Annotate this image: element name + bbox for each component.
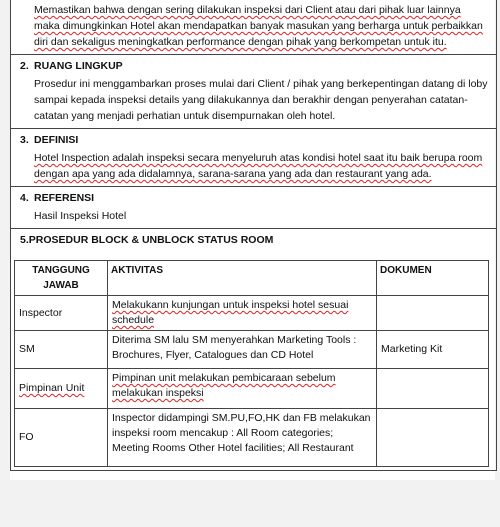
header-dokumen: DOKUMEN bbox=[377, 261, 489, 296]
header-tanggung-jawab: TANGGUNG JAWAB bbox=[15, 261, 108, 296]
section-heading bbox=[11, 55, 496, 75]
intro-section bbox=[11, 0, 496, 55]
section-title: REFERENSI bbox=[34, 192, 95, 204]
section-title: DEFINISI bbox=[34, 134, 79, 146]
section-number: 3. bbox=[20, 134, 29, 146]
section-title: PROSEDUR BLOCK & UNBLOCK STATUS ROOM bbox=[28, 234, 274, 246]
section-heading bbox=[11, 129, 496, 149]
section-heading bbox=[11, 229, 496, 260]
role-cell: SM bbox=[15, 331, 108, 369]
document-cell bbox=[377, 296, 489, 331]
section-referensi bbox=[11, 187, 496, 229]
activity-cell: Melakukann kunjungan untuk inspeksi hotel sesuai schedule bbox=[108, 296, 377, 331]
document-page bbox=[10, 0, 495, 480]
activity-cell: Pimpinan unit melakukan pembicaraan sebelum melakukan inspeksi bbox=[108, 369, 377, 409]
section-title: RUANG LINGKUP bbox=[34, 60, 123, 72]
table-row bbox=[15, 409, 489, 467]
table-row bbox=[15, 331, 489, 369]
role-cell: Inspector bbox=[15, 296, 108, 331]
page-background bbox=[0, 480, 500, 527]
role-cell: Pimpinan Unit bbox=[15, 369, 108, 409]
table-row bbox=[15, 296, 489, 331]
section-prosedur bbox=[11, 229, 496, 471]
role-cell: FO bbox=[15, 409, 108, 467]
section-body: Prosedur ini menggambarkan proses mulai dari Client / pihak yang berkepentingan datang di loby sampai kepada inspeksi details yang dilakukannya dan berakhir dengan penyerahan catatan-catatan yang menjadi perhatian untuk disempurnakan oleh hotel. bbox=[34, 78, 488, 122]
activity-cell: Diterima SM lalu SM menyerahkan Marketing Tools : Brochures, Flyer, Catalogues dan CD Hotel bbox=[108, 331, 377, 369]
table-header-row bbox=[15, 261, 489, 296]
document-cell bbox=[377, 409, 489, 467]
section-body: Hasil Inspeksi Hotel bbox=[34, 210, 127, 222]
section-number: 5. bbox=[20, 234, 29, 246]
activity-cell: Inspector didampingi SM.PU,FO,HK dan FB melakukan inspeksi room mencakup : All Room categories; Meeting Rooms Other Hotel facilities; All Restaurant bbox=[108, 409, 377, 467]
document-cell: Marketing Kit bbox=[377, 331, 489, 369]
table-row bbox=[15, 369, 489, 409]
section-number: 2. bbox=[20, 60, 29, 72]
section-heading bbox=[11, 187, 496, 207]
intro-text: Memastikan bahwa dengan sering dilakukan inspeksi dari Client atau dari pihak luar lainnya maka dimungkinkan Hotel akan mendapatkan banyak masukan yang berharga untuk perbaikkan diri dan sekaligus meningkatkan performance dengan pihak yang berkompetan untuk itu. bbox=[34, 4, 483, 48]
section-number: 4. bbox=[20, 192, 29, 204]
procedure-table bbox=[14, 260, 489, 467]
document-cell bbox=[377, 369, 489, 409]
procedure-document bbox=[10, 0, 497, 471]
section-ruang-lingkup bbox=[11, 55, 496, 129]
section-definisi bbox=[11, 129, 496, 187]
header-aktivitas: AKTIVITAS bbox=[108, 261, 377, 296]
section-body: Hotel Inspection adalah inspeksi secara menyeluruh atas kondisi hotel saat itu baik berupa room dengan apa yang ada didalamnya, sarana-sarana yang ada dan restaurant yang ada. bbox=[34, 152, 483, 180]
